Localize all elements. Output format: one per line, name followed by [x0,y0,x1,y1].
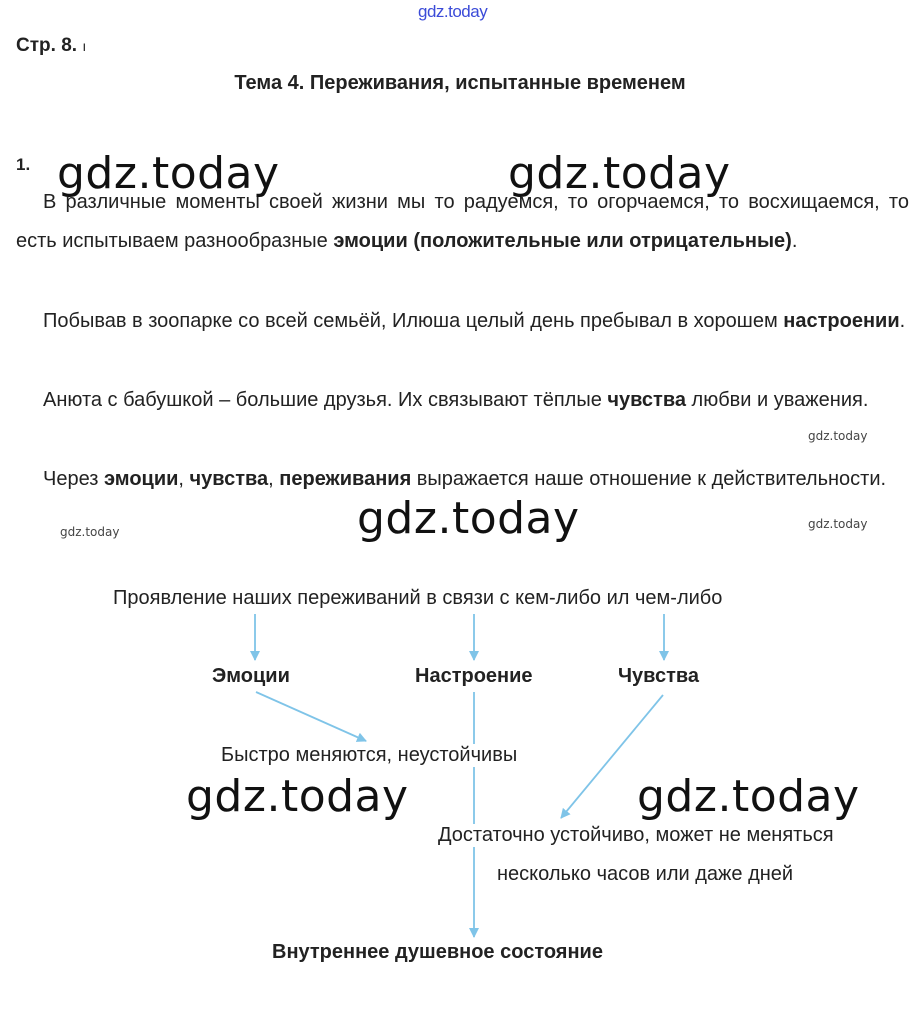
desc-fast-changing: Быстро меняются, неустойчивы [221,744,518,766]
paragraph-text: . [899,310,906,332]
watermark-small: gdz.today [60,525,120,539]
keyword-experiences: переживания [279,468,412,490]
exercise-number: 1. [16,155,31,174]
arrow-emotions-to-fast [256,692,366,741]
watermark-large: gdz.today [186,771,409,822]
paragraph-text: . [791,230,798,252]
node-mood: Настроение [415,665,533,687]
paragraph-text: , [268,468,280,490]
paragraph-text: В различные моменты своей жизни мы то радуемся, то огорчаемся, то восхищаемся, то есть испытываем разнообразные [16,191,909,252]
watermark-large: gdz.today [57,148,280,199]
keyword-emotions: эмоции [104,468,179,490]
result-state: Внутреннее душевное состояние [272,941,603,963]
keyword-mood: настроении [783,310,900,332]
watermark-large: gdz.today [508,148,731,199]
watermark-large: gdz.today [637,771,860,822]
page-reference-text: Стр. 8. [16,35,78,56]
paragraph-text: Побывав в зоопарке со всей семьёй, Илюша целый день пребывал в хорошем [43,310,784,332]
paragraph-text: Через [43,468,104,490]
node-emotions: Эмоции [212,665,290,687]
page-reference-mark: ı [82,38,87,54]
desc-stable-line-1: Достаточно устойчиво, может не меняться [438,824,834,846]
watermark-small: gdz.today [808,517,868,531]
topic-title: Тема 4. Переживания, испытанные временем [234,72,686,94]
watermark-large: gdz.today [357,493,580,544]
node-feelings: Чувства [618,665,700,687]
keyword-feelings: чувства [607,389,686,411]
keyword-emotions: эмоции (положительные или отрицательные) [333,230,792,252]
desc-stable-line-2: несколько часов или даже дней [497,863,794,885]
watermark-small: gdz.today [808,429,868,443]
watermark-top: gdz.today [418,2,488,21]
keyword-feelings: чувства [189,468,269,490]
paragraph-text: , [178,468,190,490]
paragraph-text: любви и уважения. [685,389,869,411]
paragraph-text: Анюта с бабушкой – большие друзья. Их связывают тёплые [43,389,608,411]
paragraph-text: выражается наше отношение к действительности. [411,468,887,490]
diagram-root: Проявление наших переживаний в связи с кем-либо ил чем-либо [113,587,723,609]
